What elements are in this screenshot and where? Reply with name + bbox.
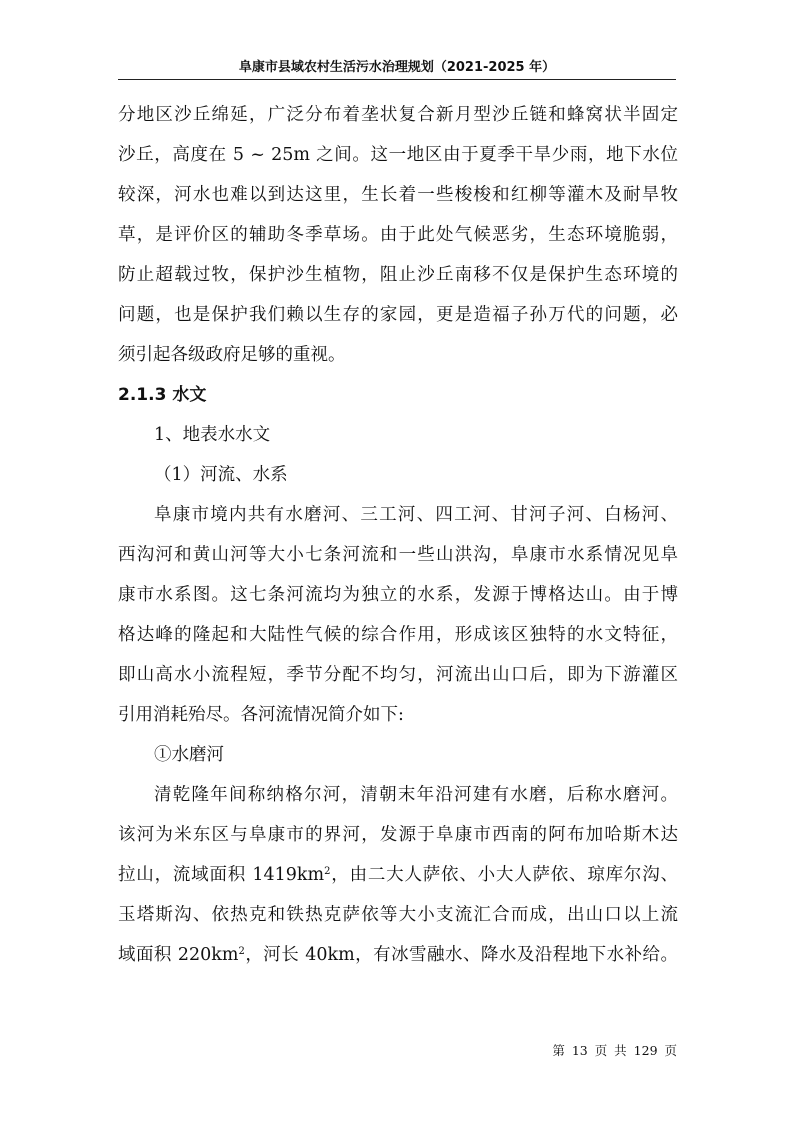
text-segment: 拉山，流域面积 1419km (118, 865, 325, 885)
paragraph-shuimo-river (118, 775, 678, 975)
text-line (118, 935, 678, 975)
text-line: 康市水系图。这七条河流均为独立的水系，发源于博格达山。由于博 (118, 585, 678, 605)
text-line: 问题，也是保护我们赖以生存的家园，更是造福子孙万代的问题，必 (118, 305, 678, 325)
text-line: 玉塔斯沟、依热克和铁热克萨依等大小支流汇合而成，出山口以上流 (118, 905, 678, 925)
text-line: 沙丘，高度在 5 ~ 25m 之间。这一地区由于夏季干旱少雨，地下水位 (118, 145, 678, 165)
section-heading: 2.1.3 水文 (118, 385, 207, 405)
text-line: 格达峰的隆起和大陆性气候的综合作用，形成该区独特的水文特征， (118, 625, 678, 645)
text-line: 西沟河和黄山河等大小七条河流和一些山洪沟，阜康市水系情况见阜 (118, 545, 678, 565)
text-line: 草，是评价区的辅助冬季草场。由于此处气候恶劣，生态环境脆弱， (118, 225, 678, 245)
text-line: 引用消耗殆尽。各河流情况简介如下: (118, 705, 404, 725)
header-rule (118, 79, 676, 80)
text-line: 清乾隆年间称纳格尔河，清朝末年沿河建有水磨，后称水磨河。 (154, 785, 678, 805)
paragraph-rivers (118, 495, 678, 735)
document-body (118, 95, 678, 975)
text-line: 即山高水小流程短，季节分配不均匀，河流出山口后，即为下游灌区 (118, 665, 678, 685)
superscript: 2 (324, 866, 331, 877)
river-title: ①水磨河 (154, 745, 224, 765)
subsubsection-heading: （1）河流、水系 (154, 465, 288, 485)
text-line: 防止超载过牧，保护沙生植物，阻止沙丘南移不仅是保护生态环境的 (118, 265, 678, 285)
text-segment: 域面积 220km (118, 945, 239, 965)
text-segment: ，河长 40km，有冰雪融水、降水及沿程地下水补给。 (244, 945, 678, 965)
paragraph-desert (118, 95, 678, 375)
text-line: 较深，河水也难以到达这里，生长着一些梭梭和红柳等灌木及耐旱牧 (118, 185, 678, 205)
text-line: 该河为米东区与阜康市的界河，发源于阜康市西南的阿布加哈斯木达 (118, 825, 678, 845)
superscript: 2 (238, 946, 245, 957)
subsection-heading: 1、地表水水文 (154, 425, 271, 445)
text-line: 分地区沙丘绵延，广泛分布着垄状复合新月型沙丘链和蜂窝状半固定 (118, 105, 678, 125)
text-line: 须引起各级政府足够的重视。 (118, 345, 346, 365)
page-number: 第 13 页 共 129 页 (552, 1043, 677, 1058)
text-line (118, 855, 678, 895)
running-header: 阜康市县域农村生活污水治理规划（2021-2025 年） (238, 60, 556, 75)
text-segment: ，由二大人萨依、小大人萨依、琼库尔沟、 (330, 865, 678, 885)
text-line: 阜康市境内共有水磨河、三工河、四工河、甘河子河、白杨河、 (154, 505, 678, 525)
